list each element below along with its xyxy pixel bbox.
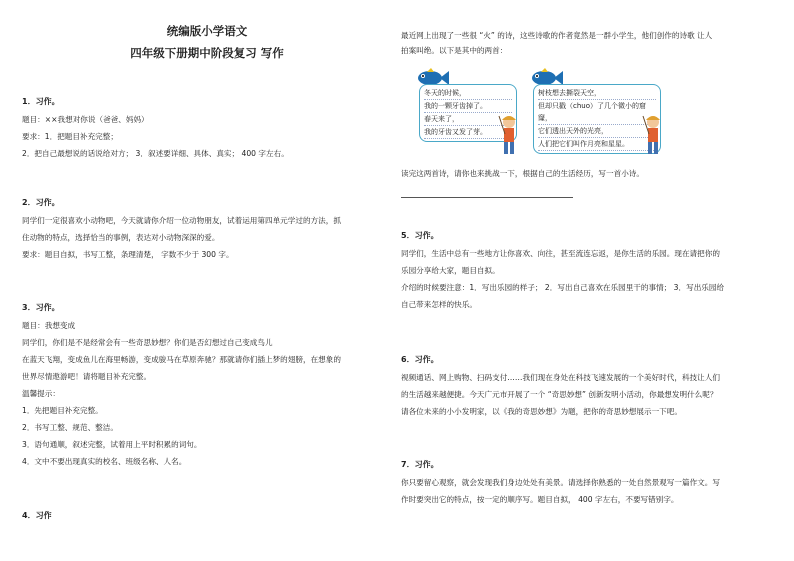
poem-line: 但却只戳（chuo）了几个微小的窟窿， — [538, 100, 656, 125]
exercise-line: 请各位未来的小小发明家，以《我的奇思妙想》为题，把你的奇思妙想展示一下吧。 — [401, 407, 682, 416]
instruction-line: 读完这两首诗，请你也来挑战一下，根据自己的生活经历，写一首小诗。 — [401, 169, 644, 178]
exercise-line: 作时要突出它的特点，按一定的顺序写。题目自拟， 400 字左右，不要写错别字。 — [401, 495, 679, 504]
exercise-4-intro — [401, 30, 773, 62]
intro-line: 最近网上出现了一些很 “火” 的诗，这些诗歌的作者竟然是一群小学生，他们创作的诗歌 让人 — [401, 31, 713, 40]
intro-line: 拍案叫绝。以下是其中的两首： — [401, 46, 508, 55]
exercise-3 — [22, 302, 392, 473]
poem-line: 我的牙齿又发了芽。 — [424, 126, 512, 139]
answer-line — [401, 197, 573, 198]
fisher-boy-icon — [497, 114, 521, 158]
page-subtitle: 四年级下册期中阶段复习 写作 — [130, 46, 284, 60]
poem-line: 人们把它们叫作月亮和星星。 — [538, 138, 656, 151]
exercise-heading: 2．习作。 — [22, 198, 60, 207]
exercise-line: 题目：××我想对你说（爸爸、妈妈） — [22, 115, 149, 124]
exercise-line: 世界尽情遨游吧！请将题目补充完整。 — [22, 372, 152, 381]
exercise-line: 自己带来怎样的快乐。 — [401, 300, 477, 309]
exercise-line: 乐园分享给大家，题目自拟。 — [401, 266, 500, 275]
exercise-line: 3．语句通顺，叙述完整，试着用上平时积累的词句。 — [22, 440, 202, 449]
exercise-line: 介绍的时候要注意：1．写出乐园的样子； 2．写出自己喜欢在乐园里干的事情； 3．写出乐园给 — [401, 283, 725, 292]
poem-line: 春天来了， — [424, 113, 512, 126]
poem-illustration — [401, 62, 773, 162]
exercise-line: 同学们，你们是不是经常会有一些奇思妙想？你们是否幻想过自己变成鸟儿 — [22, 338, 273, 347]
exercise-1 — [22, 96, 392, 165]
exercise-line: 题目：我想变成 — [22, 321, 76, 330]
exercise-line: 的生活越来越便捷。今天广元市开展了一个 “奇思妙想” 创新发明小活动，你最想发明什么呢？ — [401, 390, 718, 399]
exercise-line: 4．文中不要出现真实的校名、班级名称、人名。 — [22, 457, 187, 466]
exercise-line: 2．书写工整、规范、整洁。 — [22, 423, 118, 432]
exercise-line: 你只要留心观察，就会发现我们身边处处有美景。请选择你熟悉的一处自然景观写一篇作文。写 — [401, 478, 720, 487]
exercise-line: 视频通话、网上购物、扫码支付……我们现在身处在科技飞速发展的一个美好时代，科技让人们 — [401, 373, 720, 382]
exercise-line: 同学们一定很喜欢小动物吧，今天就请你介绍一位动物朋友，试着运用第四单元学过的方法，抓 — [22, 216, 341, 225]
exercise-line: 在蓝天飞翔，变成鱼儿在海里畅游，变成骏马在草原奔驰？那就请你们插上梦的翅膀，在想象的 — [22, 355, 341, 364]
exercise-heading: 4．习作 — [22, 511, 52, 520]
exercise-heading: 7．习作。 — [401, 460, 439, 469]
poem-line: 冬天的时候， — [424, 87, 512, 100]
exercise-line: 温馨提示： — [22, 389, 60, 398]
exercise-4 — [22, 510, 392, 528]
poem-line: 我的一颗牙齿掉了。 — [424, 100, 512, 113]
exercise-2 — [22, 197, 392, 266]
exercise-7 — [401, 459, 773, 511]
exercise-heading: 6．习作。 — [401, 355, 439, 364]
exercise-6 — [401, 354, 773, 423]
exercise-line: 2．把自己最想说的话说给对方； 3．叙述要详细、具体、真实； 400 字左右。 — [22, 149, 289, 158]
exercise-line: 住动物的特点，选择恰当的事例，表达对小动物深深的爱。 — [22, 233, 220, 242]
exercise-5 — [401, 230, 773, 316]
exercise-line: 要求：题目自拟，书写工整，条理清楚， 字数不少于 300 字。 — [22, 250, 234, 259]
exercise-line: 同学们，生活中总有一些地方让你喜欢、向往，甚至流连忘返，是你生活的乐园。现在请把你的 — [401, 249, 720, 258]
exercise-line: 要求：1．把题目补充完整； — [22, 132, 118, 141]
fisher-boy-icon — [641, 114, 665, 158]
exercise-heading: 1．习作。 — [22, 97, 60, 106]
exercise-heading: 3．习作。 — [22, 303, 60, 312]
exercise-line: 1．先把题目补充完整。 — [22, 406, 103, 415]
poem-line: 树枝想去撕裂天空， — [538, 87, 656, 100]
poem-instruction — [401, 168, 773, 185]
poem-line: 它们透出天外的光亮， — [538, 125, 656, 138]
exercise-heading: 5．习作。 — [401, 231, 439, 240]
page-title: 统编版小学语文 — [166, 24, 248, 38]
